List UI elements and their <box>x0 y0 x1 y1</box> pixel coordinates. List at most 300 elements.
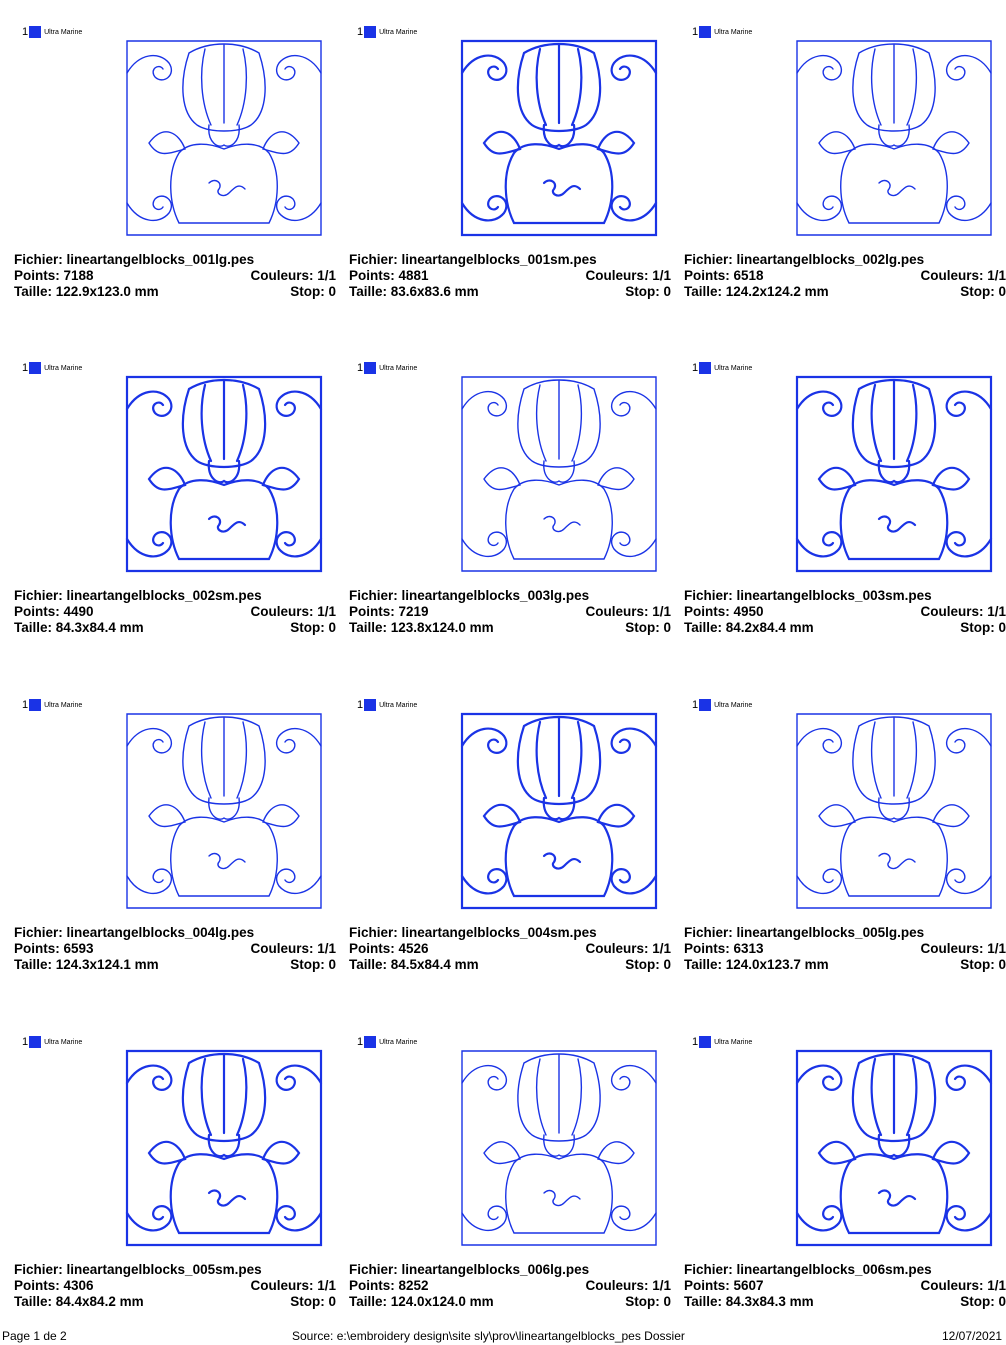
points-label: Points: <box>14 941 64 956</box>
stitch-line-3 <box>612 56 656 80</box>
stop-label: Stop: <box>960 284 999 299</box>
angel-block-drawing <box>789 369 999 579</box>
file-row <box>349 588 589 604</box>
colors-label: Couleurs: <box>920 604 988 619</box>
points-value: 6593 <box>63 941 94 956</box>
color-name: Ultra Marine <box>714 1038 753 1046</box>
colors-row <box>585 941 671 957</box>
colors-label: Couleurs: <box>585 1278 653 1293</box>
stop-label: Stop: <box>290 957 329 972</box>
embroidery-preview <box>119 706 329 916</box>
colors-value: 1/1 <box>652 604 671 619</box>
color-name: Ultra Marine <box>44 701 83 709</box>
color-name: Ultra Marine <box>714 364 753 372</box>
points-label: Points: <box>349 268 399 283</box>
angel-block-drawing <box>119 369 329 579</box>
color-legend <box>357 1036 417 1048</box>
stop-value: 0 <box>663 957 671 972</box>
stitch-line-2 <box>127 56 171 80</box>
stitch-line-7 <box>537 381 582 461</box>
embroidery-preview <box>789 1043 999 1253</box>
color-legend <box>692 362 752 374</box>
size-row <box>14 284 159 300</box>
stitch-line-7 <box>537 1055 582 1135</box>
color-legend <box>692 1036 752 1048</box>
colors-value: 1/1 <box>987 604 1006 619</box>
size-value: 84.4x84.2 mm <box>55 1294 144 1309</box>
file-row <box>684 1262 932 1278</box>
design-card <box>349 673 669 973</box>
stop-row <box>290 957 336 973</box>
color-index: 1 <box>692 362 699 374</box>
stitch-line-7 <box>872 1055 917 1135</box>
stitch-line-11 <box>263 805 299 827</box>
size-label: Taille: <box>14 620 56 635</box>
color-index: 1 <box>22 362 29 374</box>
stop-row <box>960 284 1006 300</box>
stitch-line-12 <box>544 1191 580 1206</box>
colors-value: 1/1 <box>987 268 1006 283</box>
stitch-line-3 <box>277 392 321 416</box>
colors-value: 1/1 <box>987 941 1006 956</box>
color-legend <box>692 26 752 38</box>
color-name: Ultra Marine <box>714 28 753 36</box>
stitch-line-5 <box>277 869 321 893</box>
file-row <box>684 925 924 941</box>
size-label: Taille: <box>349 284 391 299</box>
stitch-line-9 <box>506 817 613 896</box>
size-value: 84.3x84.4 mm <box>55 620 144 635</box>
stop-value: 0 <box>998 1294 1006 1309</box>
stitch-line-11 <box>263 132 299 154</box>
color-index: 1 <box>692 26 699 38</box>
file-name: lineartangelblocks_002lg.pes <box>736 252 925 267</box>
design-info <box>14 925 336 973</box>
color-legend <box>22 699 82 711</box>
file-name: lineartangelblocks_003sm.pes <box>736 588 932 603</box>
stitch-line-11 <box>263 468 299 490</box>
points-value: 4490 <box>63 604 94 619</box>
stitch-line-5 <box>612 532 656 556</box>
points-label: Points: <box>14 1278 64 1293</box>
stitch-line-2 <box>797 1066 841 1090</box>
stitch-line-8 <box>209 461 239 482</box>
stitch-line-11 <box>598 132 634 154</box>
colors-value: 1/1 <box>987 1278 1006 1293</box>
size-value: 84.5x84.4 mm <box>390 957 479 972</box>
stitch-line-9 <box>841 480 948 559</box>
color-swatch <box>364 699 376 711</box>
embroidery-preview <box>119 1043 329 1253</box>
color-legend <box>22 362 82 374</box>
color-index: 1 <box>22 699 29 711</box>
color-legend <box>22 26 82 38</box>
stitch-line-12 <box>209 517 245 532</box>
angel-block-drawing <box>119 706 329 916</box>
stitch-line-10 <box>484 468 520 490</box>
design-card <box>684 1010 1004 1310</box>
color-legend <box>357 699 417 711</box>
design-info <box>14 588 336 636</box>
design-card <box>14 673 334 973</box>
color-index: 1 <box>357 699 364 711</box>
file-row <box>14 588 262 604</box>
stitch-line-3 <box>612 729 656 753</box>
stitch-line-7 <box>202 381 247 461</box>
stop-label: Stop: <box>625 284 664 299</box>
points-row <box>14 268 94 284</box>
size-label: Taille: <box>14 1294 56 1309</box>
stitch-line-8 <box>209 125 239 146</box>
angel-block-drawing <box>789 1043 999 1253</box>
color-swatch <box>29 362 41 374</box>
colors-row <box>585 268 671 284</box>
stitch-line-8 <box>544 798 574 819</box>
size-row <box>349 1294 494 1310</box>
embroidery-preview <box>454 33 664 243</box>
stitch-line-11 <box>598 1142 634 1164</box>
size-row <box>349 957 479 973</box>
design-info <box>684 588 1006 636</box>
points-value: 7188 <box>63 268 94 283</box>
points-label: Points: <box>14 268 64 283</box>
stitch-line-4 <box>127 532 171 556</box>
angel-block-drawing <box>789 706 999 916</box>
color-swatch <box>699 699 711 711</box>
colors-label: Couleurs: <box>250 1278 318 1293</box>
design-card <box>684 673 1004 973</box>
stitch-line-8 <box>544 1135 574 1156</box>
size-label: Taille: <box>684 620 726 635</box>
stitch-line-9 <box>506 480 613 559</box>
colors-row <box>585 1278 671 1294</box>
angel-block-drawing <box>789 33 999 243</box>
size-value: 122.9x123.0 mm <box>55 284 159 299</box>
stitch-line-5 <box>947 532 991 556</box>
colors-label: Couleurs: <box>585 604 653 619</box>
points-value: 8252 <box>398 1278 429 1293</box>
angel-block-drawing <box>454 369 664 579</box>
stop-value: 0 <box>328 1294 336 1309</box>
stitch-line-8 <box>879 1135 909 1156</box>
stitch-line-12 <box>209 181 245 196</box>
stop-label: Stop: <box>960 1294 999 1309</box>
size-value: 123.8x124.0 mm <box>390 620 494 635</box>
stitch-line-5 <box>277 1206 321 1230</box>
stop-label: Stop: <box>625 1294 664 1309</box>
design-card <box>349 1010 669 1310</box>
design-info <box>349 252 671 300</box>
angel-block-drawing <box>454 706 664 916</box>
stitch-line-10 <box>484 805 520 827</box>
colors-value: 1/1 <box>317 268 336 283</box>
stitch-line-7 <box>872 45 917 125</box>
stop-value: 0 <box>328 620 336 635</box>
size-value: 124.3x124.1 mm <box>55 957 159 972</box>
stop-value: 0 <box>663 620 671 635</box>
stitch-line-12 <box>544 854 580 869</box>
file-label: Fichier: <box>14 252 67 267</box>
color-name: Ultra Marine <box>379 28 418 36</box>
size-value: 83.6x83.6 mm <box>390 284 479 299</box>
colors-row <box>920 268 1006 284</box>
stitch-line-5 <box>277 532 321 556</box>
stop-label: Stop: <box>960 620 999 635</box>
file-row <box>14 252 254 268</box>
points-row <box>14 604 94 620</box>
stop-label: Stop: <box>290 620 329 635</box>
stitch-line-8 <box>879 125 909 146</box>
stop-row <box>290 1294 336 1310</box>
stitch-line-3 <box>947 392 991 416</box>
stitch-line-2 <box>797 729 841 753</box>
stitch-line-9 <box>506 144 613 223</box>
stitch-line-11 <box>598 805 634 827</box>
stop-label: Stop: <box>625 620 664 635</box>
color-name: Ultra Marine <box>44 364 83 372</box>
stitch-line-2 <box>462 729 506 753</box>
colors-row <box>250 268 336 284</box>
stop-value: 0 <box>328 957 336 972</box>
stop-label: Stop: <box>625 957 664 972</box>
file-row <box>349 1262 589 1278</box>
colors-value: 1/1 <box>652 268 671 283</box>
stitch-line-7 <box>537 718 582 798</box>
stitch-line-11 <box>598 468 634 490</box>
size-row <box>14 620 144 636</box>
design-info <box>349 1262 671 1310</box>
colors-row <box>920 941 1006 957</box>
file-label: Fichier: <box>349 252 402 267</box>
colors-label: Couleurs: <box>585 941 653 956</box>
file-row <box>349 925 597 941</box>
file-label: Fichier: <box>684 1262 737 1277</box>
points-label: Points: <box>349 1278 399 1293</box>
stitch-line-2 <box>797 56 841 80</box>
file-name: lineartangelblocks_001sm.pes <box>401 252 597 267</box>
stitch-line-4 <box>797 532 841 556</box>
color-legend <box>357 26 417 38</box>
stop-value: 0 <box>663 1294 671 1309</box>
points-label: Points: <box>14 604 64 619</box>
stitch-line-11 <box>933 132 969 154</box>
points-value: 7219 <box>398 604 429 619</box>
angel-block-drawing <box>454 1043 664 1253</box>
stitch-line-8 <box>209 1135 239 1156</box>
color-name: Ultra Marine <box>379 701 418 709</box>
size-label: Taille: <box>349 1294 391 1309</box>
stitch-line-12 <box>544 517 580 532</box>
colors-row <box>250 941 336 957</box>
points-row <box>684 268 764 284</box>
design-card <box>349 336 669 636</box>
size-value: 124.0x123.7 mm <box>725 957 829 972</box>
size-label: Taille: <box>349 957 391 972</box>
stop-row <box>625 957 671 973</box>
stitch-line-9 <box>171 817 278 896</box>
stop-row <box>960 620 1006 636</box>
stitch-line-3 <box>947 729 991 753</box>
file-label: Fichier: <box>349 588 402 603</box>
stitch-line-2 <box>462 1066 506 1090</box>
embroidery-preview <box>789 33 999 243</box>
stitch-line-8 <box>209 798 239 819</box>
points-row <box>684 604 764 620</box>
page-number: Page 1 de 2 <box>2 1329 67 1343</box>
stitch-line-9 <box>841 1154 948 1233</box>
stitch-line-4 <box>797 196 841 220</box>
stitch-line-8 <box>544 461 574 482</box>
points-value: 4306 <box>63 1278 94 1293</box>
size-value: 124.2x124.2 mm <box>725 284 829 299</box>
stitch-line-8 <box>544 125 574 146</box>
size-value: 84.3x84.3 mm <box>725 1294 814 1309</box>
size-row <box>684 284 829 300</box>
stitch-line-5 <box>947 1206 991 1230</box>
embroidery-preview <box>454 369 664 579</box>
embroidery-preview <box>789 706 999 916</box>
file-name: lineartangelblocks_004lg.pes <box>66 925 255 940</box>
colors-label: Couleurs: <box>920 268 988 283</box>
stitch-line-11 <box>933 805 969 827</box>
colors-label: Couleurs: <box>585 268 653 283</box>
stitch-line-2 <box>127 1066 171 1090</box>
stop-label: Stop: <box>290 284 329 299</box>
embroidery-preview <box>119 33 329 243</box>
stitch-line-9 <box>171 480 278 559</box>
color-name: Ultra Marine <box>44 1038 83 1046</box>
colors-row <box>250 1278 336 1294</box>
size-label: Taille: <box>684 957 726 972</box>
points-row <box>684 1278 764 1294</box>
stop-row <box>625 284 671 300</box>
file-label: Fichier: <box>14 925 67 940</box>
stitch-line-5 <box>612 869 656 893</box>
size-row <box>349 620 494 636</box>
stitch-line-8 <box>879 798 909 819</box>
stitch-line-10 <box>819 132 855 154</box>
points-label: Points: <box>349 941 399 956</box>
color-legend <box>692 699 752 711</box>
stitch-line-10 <box>484 1142 520 1164</box>
size-row <box>349 284 479 300</box>
stitch-line-4 <box>462 196 506 220</box>
stop-value: 0 <box>998 957 1006 972</box>
color-swatch <box>29 1036 41 1048</box>
print-date: 12/07/2021 <box>942 1329 1003 1343</box>
file-name: lineartangelblocks_006lg.pes <box>401 1262 590 1277</box>
colors-label: Couleurs: <box>250 604 318 619</box>
stitch-line-11 <box>933 468 969 490</box>
stop-value: 0 <box>998 620 1006 635</box>
stitch-line-3 <box>277 729 321 753</box>
color-index: 1 <box>357 26 364 38</box>
stitch-line-12 <box>879 854 915 869</box>
color-name: Ultra Marine <box>44 28 83 36</box>
stitch-line-5 <box>947 869 991 893</box>
stitch-line-12 <box>209 1191 245 1206</box>
points-row <box>349 604 429 620</box>
stitch-line-4 <box>462 869 506 893</box>
stitch-line-12 <box>879 181 915 196</box>
source-path: Source: e:\embroidery design\site sly\prov\lineartangelblocks_pes Dossier <box>292 1329 685 1343</box>
file-name: lineartangelblocks_005lg.pes <box>736 925 925 940</box>
file-row <box>684 252 924 268</box>
stitch-line-3 <box>277 56 321 80</box>
points-row <box>349 268 429 284</box>
points-value: 6313 <box>733 941 764 956</box>
design-info <box>14 252 336 300</box>
stitch-line-4 <box>462 532 506 556</box>
color-index: 1 <box>692 1036 699 1048</box>
colors-row <box>250 604 336 620</box>
color-swatch <box>699 362 711 374</box>
file-label: Fichier: <box>684 925 737 940</box>
colors-label: Couleurs: <box>250 268 318 283</box>
embroidery-preview <box>454 1043 664 1253</box>
stitch-line-4 <box>462 1206 506 1230</box>
color-index: 1 <box>357 362 364 374</box>
stitch-line-7 <box>872 381 917 461</box>
stop-row <box>625 1294 671 1310</box>
angel-block-drawing <box>119 33 329 243</box>
colors-label: Couleurs: <box>920 1278 988 1293</box>
color-swatch <box>364 26 376 38</box>
file-name: lineartangelblocks_001lg.pes <box>66 252 255 267</box>
colors-value: 1/1 <box>317 1278 336 1293</box>
stitch-line-3 <box>947 56 991 80</box>
stitch-line-2 <box>797 392 841 416</box>
points-value: 4526 <box>398 941 429 956</box>
file-row <box>349 252 597 268</box>
stitch-line-10 <box>149 805 185 827</box>
stitch-line-2 <box>127 729 171 753</box>
stitch-line-3 <box>947 1066 991 1090</box>
design-info <box>684 1262 1006 1310</box>
embroidery-preview <box>454 706 664 916</box>
stitch-line-12 <box>209 854 245 869</box>
file-label: Fichier: <box>684 588 737 603</box>
stitch-line-12 <box>879 517 915 532</box>
design-card <box>684 336 1004 636</box>
colors-row <box>585 604 671 620</box>
stitch-line-4 <box>127 869 171 893</box>
color-name: Ultra Marine <box>379 1038 418 1046</box>
file-row <box>14 925 254 941</box>
color-swatch <box>29 26 41 38</box>
stop-row <box>290 284 336 300</box>
design-info <box>349 588 671 636</box>
size-value: 124.0x124.0 mm <box>390 1294 494 1309</box>
points-value: 6518 <box>733 268 764 283</box>
size-row <box>684 1294 814 1310</box>
points-row <box>14 941 94 957</box>
stitch-line-5 <box>612 1206 656 1230</box>
stop-value: 0 <box>998 284 1006 299</box>
size-row <box>14 1294 144 1310</box>
points-value: 4950 <box>733 604 764 619</box>
stop-row <box>625 620 671 636</box>
stop-row <box>290 620 336 636</box>
design-card <box>684 0 1004 300</box>
points-row <box>349 1278 429 1294</box>
stitch-line-9 <box>171 144 278 223</box>
design-info <box>349 925 671 973</box>
stitch-line-10 <box>819 1142 855 1164</box>
design-card <box>14 336 334 636</box>
size-label: Taille: <box>684 284 726 299</box>
stitch-line-2 <box>462 392 506 416</box>
